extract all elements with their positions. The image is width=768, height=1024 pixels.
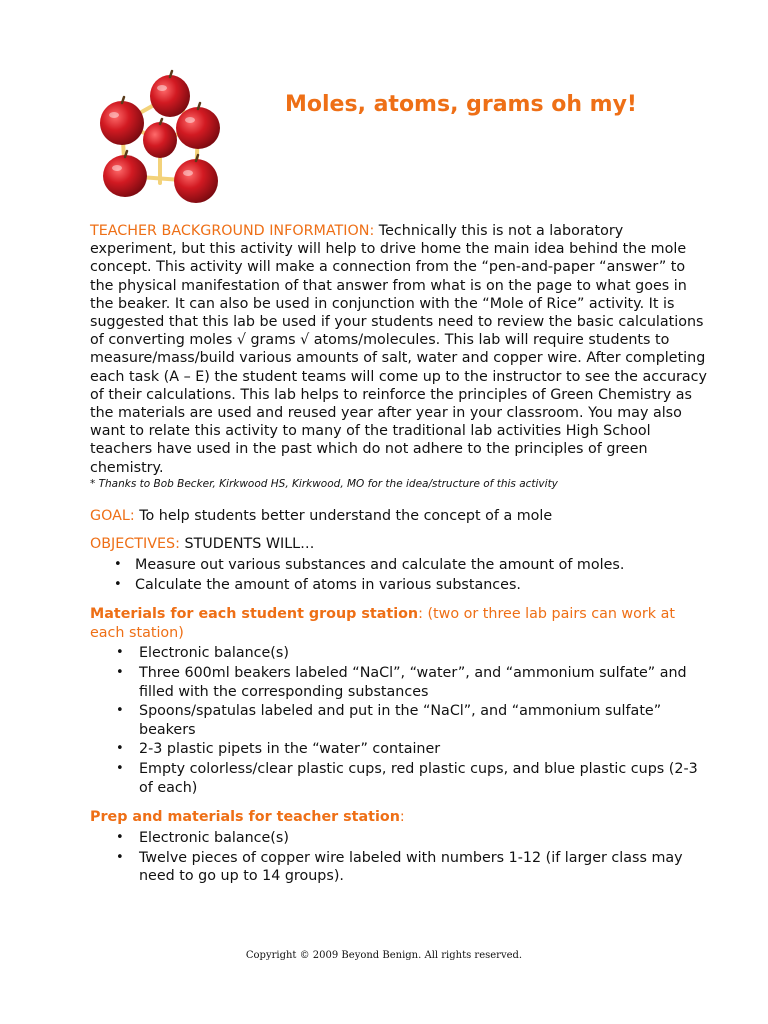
objectives-heading — [90, 535, 710, 554]
list-item: • Calculate the amount of atoms in various substances. — [135, 576, 710, 594]
prep-label: Prep and materials for teacher station — [90, 809, 400, 826]
materials-note: : (two or three lab pairs can work at each station) — [90, 606, 675, 641]
document-body — [90, 222, 710, 887]
background-paragraph — [90, 222, 710, 477]
goal-text: To help students better understand the concept of a mole — [134, 507, 553, 524]
list-item: • Spoons/spatulas labeled and put in the “NaCl”, and “ammonium sulfate” beakers — [139, 702, 710, 739]
list-item: • Empty colorless/clear plastic cups, red plastic cups, and blue plastic cups (2-3 of each) — [139, 760, 710, 797]
list-item: • Twelve pieces of copper wire labeled with numbers 1-12 (if larger class may need to go up to 14 groups). — [139, 849, 710, 886]
page-title: Moles, atoms, grams oh my! — [285, 92, 637, 117]
objectives-list — [90, 556, 710, 594]
materials-heading — [90, 605, 710, 642]
goal-line — [90, 507, 710, 526]
apple-molecule-logo — [90, 68, 230, 213]
objectives-label: OBJECTIVES: — [90, 536, 180, 553]
prep-colon: : — [399, 809, 405, 826]
list-item: • Electronic balance(s) — [139, 644, 710, 662]
list-item: • 2-3 plastic pipets in the “water” container — [139, 740, 710, 758]
prep-heading — [90, 808, 710, 827]
objectives-text: STUDENTS WILL… — [179, 536, 315, 553]
list-item: • Three 600ml beakers labeled “NaCl”, “water”, and “ammonium sulfate” and filled with the corresponding substances — [139, 664, 710, 701]
background-text: Technically this is not a laboratory experiment, but this activity will help to drive home the main idea behind the mole concept. This activity will make a connection from the “pen-and-paper “answer” to the physical manifestation of that answer from what is on the page to what goes in the beaker. It can also be used in conjunction with the “Mole of Rice” activity. It is suggested that this lab be used if your students need to review the basic calculations of converting moles √ grams √ atoms/molecules. This lab will require students to measure/mass/build various amounts of salt, water and copper wire. After completing each task (A – E) the student teams will come up to the instructor to see the accuracy of their calculations. This lab helps to reinforce the principles of Green Chemistry as the materials are used and reused year after year in your classroom. You may also want to relate this activity to many of the traditional lab activities High School teachers have used in the past which do not adhere to the principles of green chemistry. — [90, 223, 707, 476]
materials-label: Materials for each student group station — [90, 606, 419, 623]
materials-list — [90, 644, 710, 796]
list-item: • Electronic balance(s) — [139, 829, 710, 847]
list-item: • Measure out various substances and calculate the amount of moles. — [135, 556, 710, 574]
background-label: TEACHER BACKGROUND INFORMATION: — [90, 223, 375, 239]
prep-list — [90, 829, 710, 885]
goal-label: GOAL: — [90, 507, 135, 524]
thanks-note: * Thanks to Bob Becker, Kirkwood HS, Kirkwood, MO for the idea/structure of this activity — [90, 477, 558, 490]
copyright-footer: Copyright © 2009 Beyond Benign. All rights reserved. — [245, 950, 523, 961]
